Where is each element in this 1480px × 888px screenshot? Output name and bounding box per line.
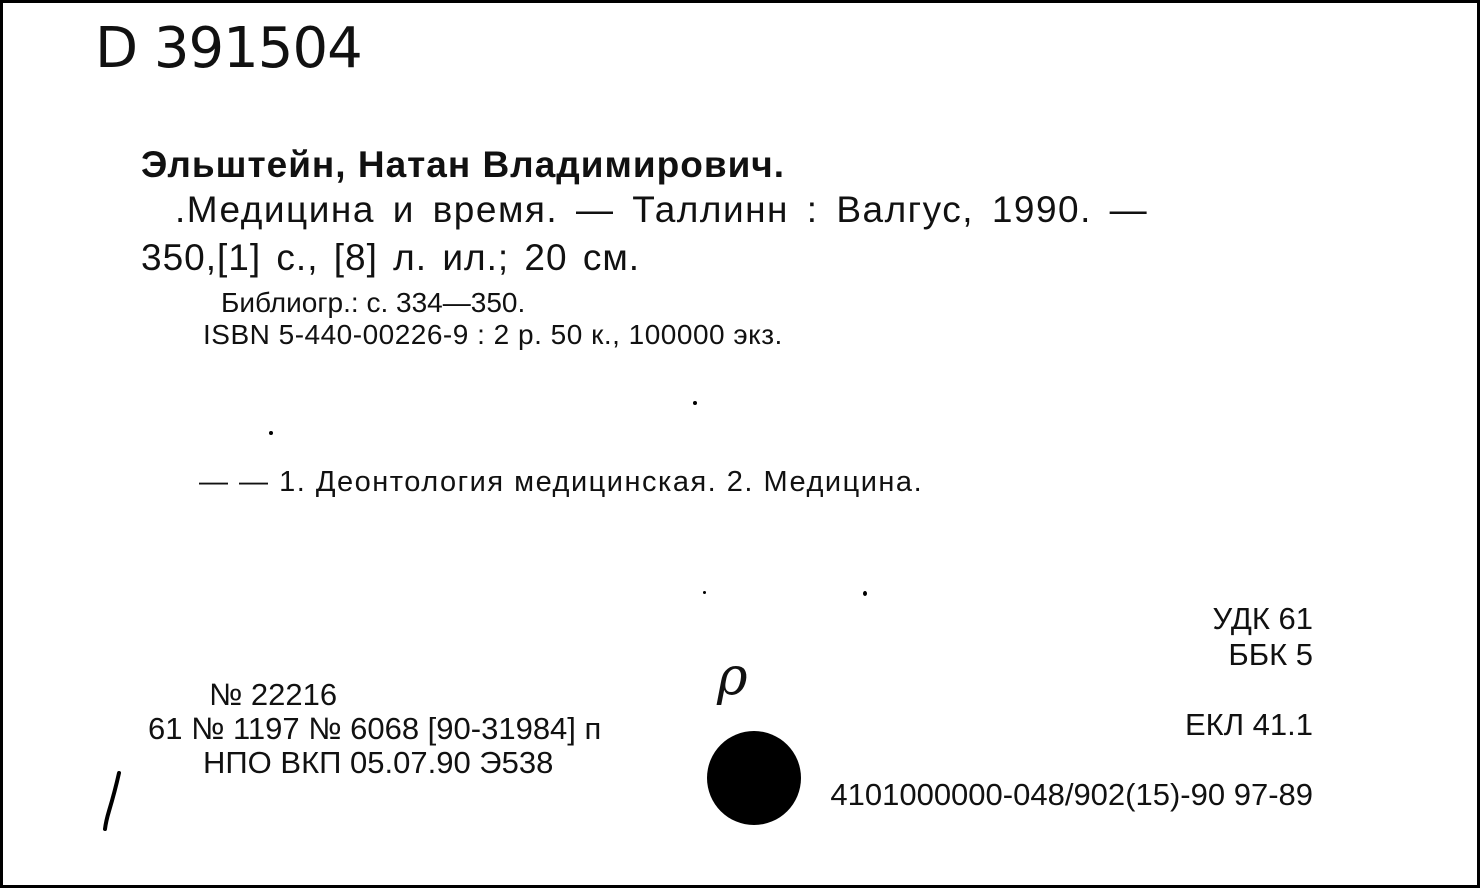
bibliography-note: Библиогр.: с. 334—350. — [221, 287, 526, 318]
ink-speck — [269, 431, 273, 435]
print-order-line: 61 № 1197 № 6068 [90-31984] п — [148, 711, 602, 746]
call-number: D 391504 — [95, 16, 362, 81]
ink-speck — [693, 401, 697, 405]
ink-speck — [863, 591, 867, 596]
title-statement: .Медицина и время. — Таллинн : Валгус, 1990. — — [175, 189, 1149, 230]
handwritten-mark: ρ — [717, 647, 748, 707]
physical-description: 350,[1] с., [8] л. ил.; 20 см. — [141, 237, 641, 278]
isbn-line: ISBN 5-440-00226-9 : 2 р. 50 к., 100000 экз. — [203, 319, 783, 350]
bbk-code: ББК 5 — [1228, 637, 1313, 672]
classification-codes: 4101000000-048/902(15)-90 97-89 — [830, 777, 1313, 812]
author-heading: Эльштейн, Натан Владимирович. — [141, 144, 786, 185]
punch-hole — [707, 731, 801, 825]
pencil-stroke-icon — [93, 771, 133, 831]
ink-speck — [703, 591, 706, 594]
subject-headings: — — 1. Деонтология медицинская. 2. Медицина. — [199, 466, 924, 498]
udk-code: УДК 61 — [1212, 601, 1313, 636]
order-number: № 22216 — [209, 677, 338, 712]
npo-line: НПО ВКП 05.07.90 Э538 — [203, 745, 554, 780]
ekl-code: ЕКЛ 41.1 — [1184, 707, 1313, 742]
